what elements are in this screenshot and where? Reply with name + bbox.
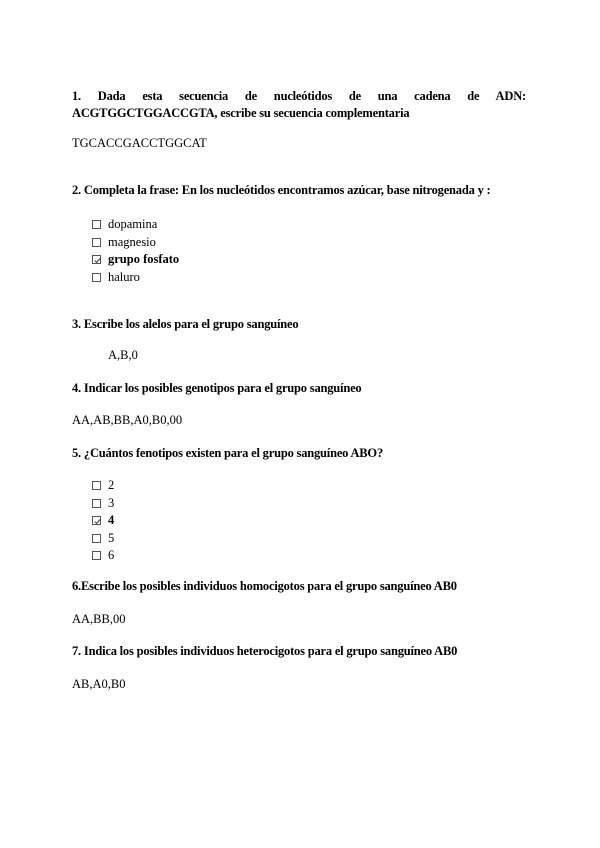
question-2-option-selected[interactable] xyxy=(92,251,179,269)
question-7-text: 7. Indica los posibles individuos heterocigotos para el grupo sanguíneo AB0 xyxy=(72,644,458,658)
question-2-option[interactable] xyxy=(92,269,179,287)
question-5-option[interactable] xyxy=(92,547,114,565)
question-4-text: 4. Indicar los posibles genotipos para el grupo sanguíneo xyxy=(72,381,362,395)
question-1-text xyxy=(72,88,526,122)
question-2-option[interactable] xyxy=(92,216,179,234)
question-4-answer: AA,AB,BB,A0,B0,00 xyxy=(72,413,183,427)
question-5-option-selected[interactable] xyxy=(92,512,114,530)
question-1-answer: TGCACCGACCTGGCAT xyxy=(72,136,207,150)
question-1-line-2: ACGTGGCTGGACCGTA, escribe su secuencia complementaria xyxy=(72,106,410,120)
question-5-option[interactable] xyxy=(92,477,114,495)
question-3-answer: A,B,0 xyxy=(108,348,138,362)
question-2-text: 2. Completa la frase: En los nucleótidos encontramos azúcar, base nitrogenada y : xyxy=(72,183,491,197)
checkbox-unchecked-icon[interactable] xyxy=(92,534,101,543)
option-label: 6 xyxy=(108,548,115,563)
checkbox-unchecked-icon[interactable] xyxy=(92,220,101,229)
option-label: grupo fosfato xyxy=(108,252,180,267)
question-6-text: 6.Escribe los posibles individuos homocigotos para el grupo sanguíneo AB0 xyxy=(72,579,457,593)
question-5-options xyxy=(92,477,114,565)
question-5-option[interactable] xyxy=(92,530,114,548)
checkbox-unchecked-icon[interactable] xyxy=(92,273,101,282)
question-7-answer: AB,A0,B0 xyxy=(72,677,126,691)
option-label: magnesio xyxy=(108,234,156,249)
question-5-text: 5. ¿Cuántos fenotipos existen para el grupo sanguíneo ABO? xyxy=(72,446,384,460)
option-label: dopamina xyxy=(108,217,158,232)
question-5-option[interactable] xyxy=(92,495,114,513)
question-1-line-1: 1. Dada esta secuencia de nucleótidos de una cadena de ADN: xyxy=(72,89,526,103)
checkbox-unchecked-icon[interactable] xyxy=(92,238,101,247)
checkbox-checked-icon[interactable] xyxy=(92,516,101,525)
question-2-options xyxy=(92,216,179,286)
question-2-option[interactable] xyxy=(92,234,179,252)
option-label: 3 xyxy=(108,495,115,510)
checkbox-checked-icon[interactable] xyxy=(92,255,101,264)
question-3-text: 3. Escribe los alelos para el grupo sanguíneo xyxy=(72,317,299,331)
question-6-answer: AA,BB,00 xyxy=(72,612,126,626)
option-label: 4 xyxy=(108,513,115,528)
checkbox-unchecked-icon[interactable] xyxy=(92,481,101,490)
option-label: haluro xyxy=(108,269,140,284)
option-label: 2 xyxy=(108,478,115,493)
checkbox-unchecked-icon[interactable] xyxy=(92,551,101,560)
option-label: 5 xyxy=(108,530,115,545)
checkbox-unchecked-icon[interactable] xyxy=(92,499,101,508)
